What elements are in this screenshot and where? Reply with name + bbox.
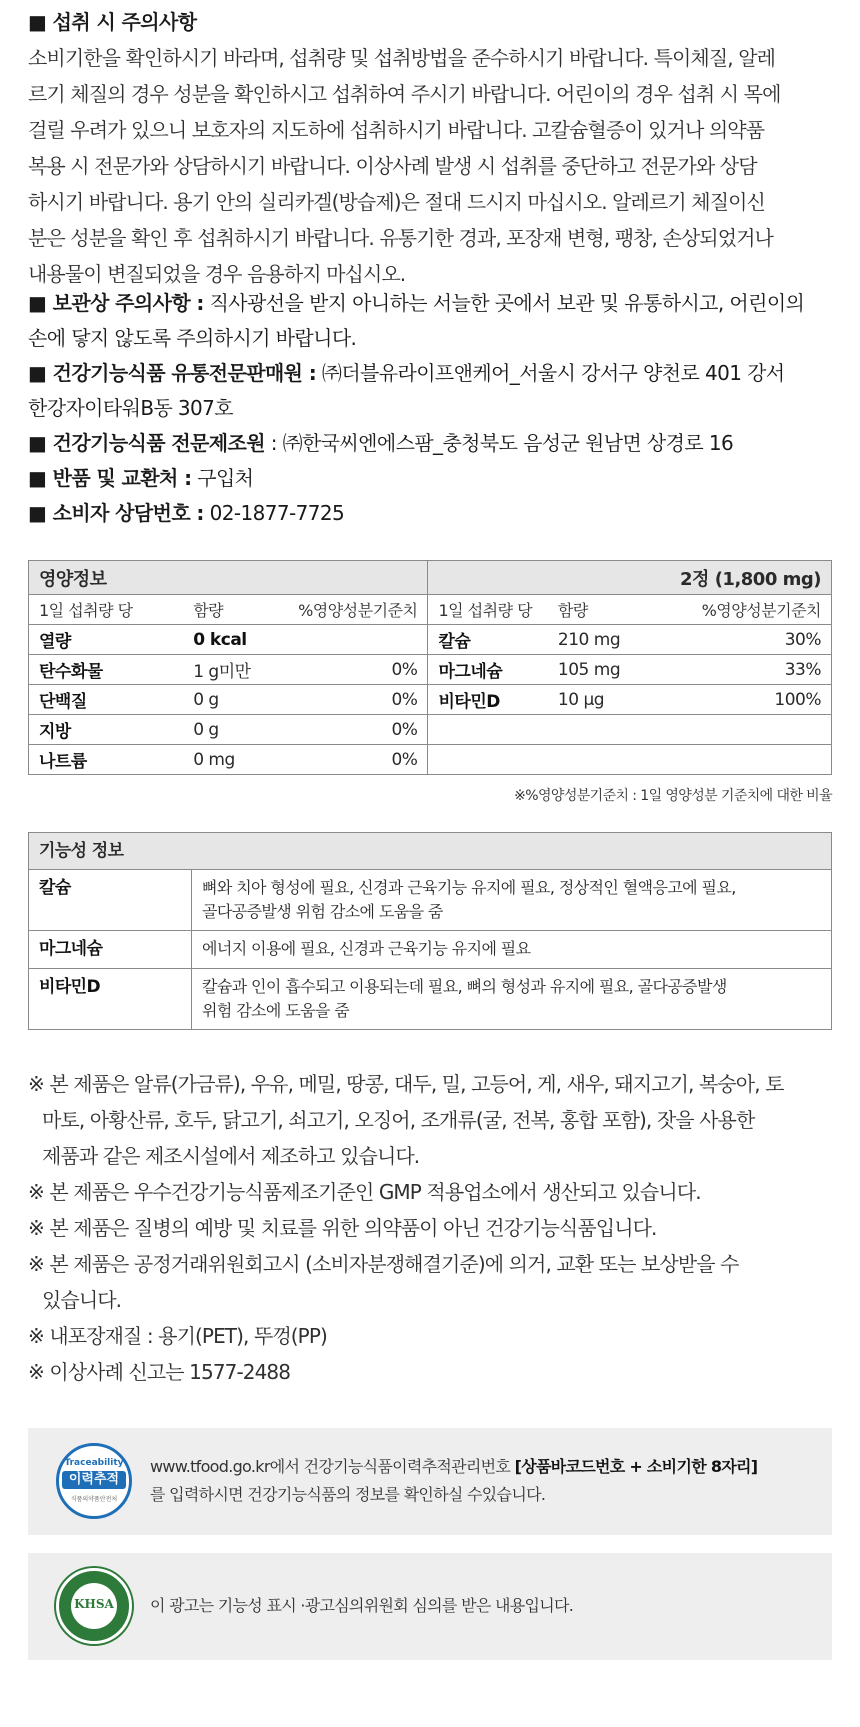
traceability-code-text: [상품바코드번호 + 소비기한 8자리] — [514, 1457, 758, 1476]
nutrient-amount — [548, 745, 658, 775]
nutrient-pct: 0% — [278, 685, 428, 715]
functional-info-section — [28, 832, 832, 1030]
functional-desc — [192, 969, 832, 1030]
table-row — [29, 655, 832, 685]
seller-label: ■ 건강기능식품 유통전문판매원 : — [28, 361, 317, 385]
caution-line: 소비기한을 확인하시기 바라며, 섭취량 및 섭취방법을 준수하시기 바랍니다. 특이체질, 알레 — [28, 46, 776, 70]
nutrient-amount: 0 g — [183, 715, 278, 745]
storage-text-cont: 손에 닿지 않도록 주의하시기 바랍니다. — [28, 326, 357, 350]
functional-desc-line: 에너지 이용에 필요, 신경과 근육기능 유지에 필요 — [202, 939, 531, 958]
badge-top-text: Traceability — [64, 1458, 124, 1468]
functional-desc — [192, 931, 832, 969]
functional-desc-line: 골다공증발생 위험 감소에 도움을 줌 — [202, 902, 443, 921]
khsa-text: 이 광고는 기능성 표시 ·광고심의위원회 심의를 받은 내용입니다. — [150, 1596, 574, 1615]
nutrient-pct: 0% — [278, 745, 428, 775]
khsa-seal-label: KHSA — [74, 1597, 114, 1611]
phone-text: 02-1877-7725 — [203, 501, 345, 525]
traceability-text — [150, 1453, 757, 1509]
col-header: 함량 — [183, 595, 278, 625]
product-info-section — [28, 286, 832, 531]
functional-nutrient: 비타민D — [29, 969, 192, 1030]
functional-title: 기능성 정보 — [29, 833, 832, 870]
nutrient-amount: 0 kcal — [183, 625, 278, 655]
nutrient-name: 나트륨 — [29, 745, 184, 775]
storage-caution — [28, 286, 832, 321]
storage-label: ■ 보관상 주의사항 : — [28, 291, 204, 315]
nutrient-name: 마그네슘 — [428, 655, 548, 685]
nutrient-pct: 0% — [278, 715, 428, 745]
nutrient-amount: 0 mg — [183, 745, 278, 775]
caution-line: 하시기 바랍니다. 용기 안의 실리카겔(방습제)은 절대 드시지 마십시오. 알레르기 체질이신 — [28, 190, 765, 214]
khsa-banner — [28, 1553, 832, 1660]
storage-text: 직사광선을 받지 아니하는 서늘한 곳에서 보관 및 유통하시고, 어린이의 — [203, 291, 805, 315]
note-line: ※ 본 제품은 공정거래위원회고시 (소비자분쟁해결기준)에 의거, 교환 또는 보상받을 수 — [28, 1252, 739, 1276]
nutrient-name: 비타민D — [428, 685, 548, 715]
col-header: 1일 섭취량 당 — [29, 595, 184, 625]
nutrient-pct — [278, 625, 428, 655]
seller-text-cont: 한강자이타워B동 307호 — [28, 396, 234, 420]
notes-section — [28, 1066, 832, 1390]
traceability-line — [150, 1453, 757, 1481]
nutrition-column-headers — [29, 595, 832, 625]
maker-label: ■ 건강기능식품 전문제조원 — [28, 431, 265, 455]
seller-info — [28, 356, 832, 391]
nutrient-amount: 0 g — [183, 685, 278, 715]
functional-table — [28, 832, 832, 1030]
table-row — [29, 625, 832, 655]
caution-line: 르기 체질의 경우 성분을 확인하시고 섭취하여 주시기 바랍니다. 어린이의 경우 섭취 시 목에 — [28, 82, 781, 106]
traceability-line: 를 입력하시면 건강기능식품의 정보를 확인하실 수있습니다. — [150, 1485, 546, 1504]
nutrient-name — [428, 745, 548, 775]
nutrient-name: 탄수화물 — [29, 655, 184, 685]
nutrition-title: 영양정보 — [29, 561, 428, 595]
nutrition-header-row — [29, 561, 832, 595]
table-row — [29, 870, 832, 931]
nutrient-name: 지방 — [29, 715, 184, 745]
badge-main-text: 이력추적 — [62, 1471, 126, 1489]
phone-label: ■ 소비자 상담번호 : — [28, 501, 204, 525]
nutrient-amount — [548, 715, 658, 745]
table-row — [29, 931, 832, 969]
nutrition-table — [28, 560, 832, 775]
caution-line: 분은 성분을 확인 후 섭취하시기 바랍니다. 유통기한 경과, 포장재 변형, 팽창, 손상되었거나 — [28, 226, 773, 250]
note-line: ※ 본 제품은 우수건강기능식품제조기준인 GMP 적용업소에서 생산되고 있습니다. — [28, 1180, 701, 1204]
nutrient-name: 단백질 — [29, 685, 184, 715]
maker-text: : ㈜한국씨엔에스팜_충청북도 음성군 원남면 상경로 16 — [264, 431, 734, 455]
maker-info — [28, 426, 832, 461]
caution-line: 복용 시 전문가와 상담하시기 바랍니다. 이상사례 발생 시 섭취를 중단하고 전문가와 상담 — [28, 154, 757, 178]
seller-text: ㈜더블유라이프앤케어_서울시 강서구 양천로 401 강서 — [316, 361, 785, 385]
col-header: 1일 섭취량 당 — [428, 595, 548, 625]
nutrient-pct — [658, 715, 832, 745]
nutrient-pct — [658, 745, 832, 775]
functional-desc-line: 위험 감소에 도움을 줌 — [202, 1001, 350, 1020]
nutrient-amount: 105 mg — [548, 655, 658, 685]
col-header: 함량 — [548, 595, 658, 625]
note-line: ※ 본 제품은 알류(가금류), 우유, 메밀, 땅콩, 대두, 밀, 고등어, 게, 새우, 돼지고기, 복숭아, 토 — [28, 1072, 784, 1096]
col-header: %영양성분기준치 — [658, 595, 832, 625]
return-info — [28, 461, 832, 496]
functional-desc-line: 칼슘과 인이 흡수되고 이용되는데 필요, 뼈의 형성과 유지에 필요, 골다공증발생 — [202, 977, 727, 996]
traceability-banner — [28, 1428, 832, 1535]
return-text: 구입처 — [191, 466, 254, 490]
serving-size: 2정 (1,800 mg) — [428, 561, 832, 595]
functional-nutrient: 칼슘 — [29, 870, 192, 931]
nutrient-pct: 100% — [658, 685, 832, 715]
nutrient-name — [428, 715, 548, 745]
note-line: ※ 내포장재질 : 용기(PET), 뚜껑(PP) — [28, 1324, 327, 1348]
intake-caution-heading: ■ 섭취 시 주의사항 — [28, 10, 197, 34]
traceability-url-text: www.tfood.go.kr에서 건강기능식품이력추적관리번호 — [150, 1457, 515, 1476]
note-line: 제품과 같은 제조시설에서 제조하고 있습니다. — [42, 1144, 420, 1168]
note-line: ※ 본 제품은 질병의 예방 및 치료를 위한 의약품이 아닌 건강기능식품입니다. — [28, 1216, 657, 1240]
functional-desc — [192, 870, 832, 931]
khsa-seal-icon — [56, 1568, 132, 1644]
table-row — [29, 969, 832, 1030]
caution-line: 걸릴 우려가 있으니 보호자의 지도하에 섭취하시기 바랍니다. 고칼슘혈증이 있거나 의약품 — [28, 118, 765, 142]
nutrient-pct: 33% — [658, 655, 832, 685]
table-row — [29, 715, 832, 745]
note-line: ※ 이상사례 신고는 1577-2488 — [28, 1360, 291, 1384]
functional-nutrient: 마그네슘 — [29, 931, 192, 969]
traceability-badge-icon — [56, 1443, 132, 1519]
intake-caution-section — [28, 4, 832, 292]
note-line: 마토, 아황산류, 호두, 닭고기, 쇠고기, 오징어, 조개류(굴, 전복, 홍합 포함), 잣을 사용한 — [42, 1108, 755, 1132]
nutrient-amount: 210 mg — [548, 625, 658, 655]
table-row — [29, 745, 832, 775]
nutrient-amount: 10 µg — [548, 685, 658, 715]
functional-header-row — [29, 833, 832, 870]
return-label: ■ 반품 및 교환처 : — [28, 466, 192, 490]
table-row — [29, 685, 832, 715]
nutrition-footnote: ※%영양성분기준치 : 1일 영양성분 기준치에 대한 비율 — [514, 788, 832, 804]
caution-line: 내용물이 변질되었을 경우 음용하지 마십시오. — [28, 262, 406, 286]
badge-bottom-text: 식품의약품안전처 — [70, 1496, 118, 1503]
nutrient-amount: 1 g미만 — [183, 655, 278, 685]
nutrient-pct: 0% — [278, 655, 428, 685]
col-header: %영양성분기준치 — [278, 595, 428, 625]
nutrient-name: 열량 — [29, 625, 184, 655]
note-line: 있습니다. — [42, 1288, 122, 1312]
nutrient-name: 칼슘 — [428, 625, 548, 655]
nutrient-pct: 30% — [658, 625, 832, 655]
functional-desc-line: 뼈와 치아 형성에 필요, 신경과 근육기능 유지에 필요, 정상적인 혈액응고에 필요, — [202, 878, 736, 897]
phone-info — [28, 496, 832, 531]
nutrition-facts-section — [28, 560, 832, 805]
